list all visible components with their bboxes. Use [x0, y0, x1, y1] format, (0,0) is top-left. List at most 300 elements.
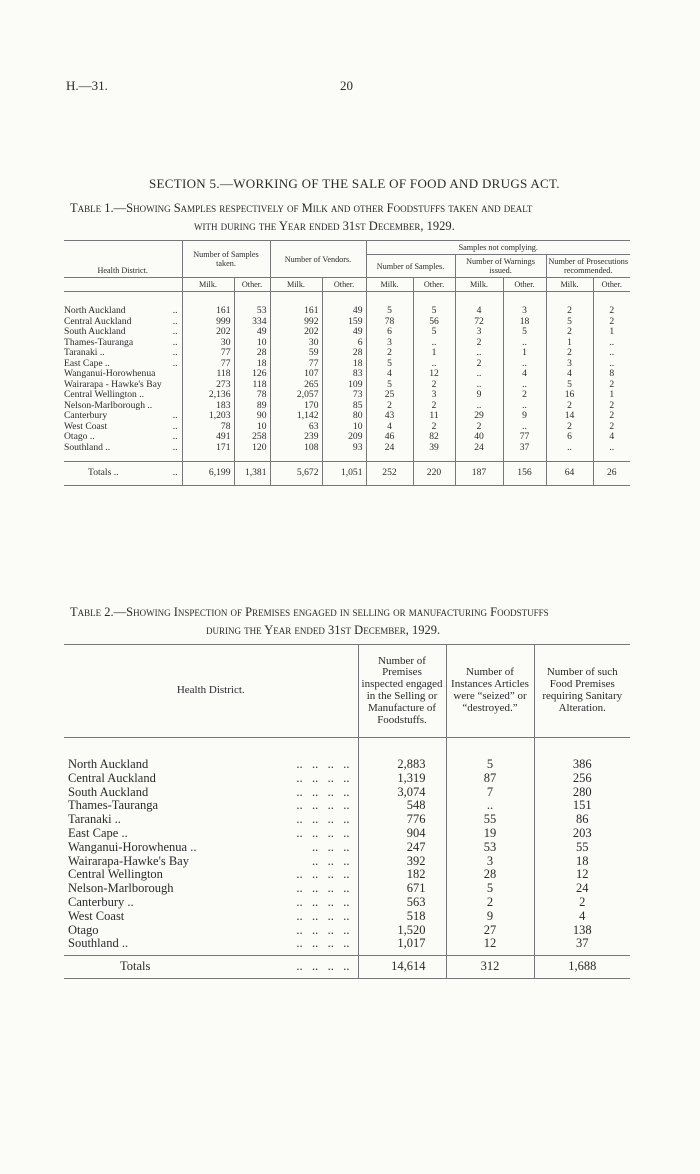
t2-value-cell: 904 — [358, 827, 446, 841]
t1-value-cell: .. — [593, 338, 630, 349]
t1-value-cell: 80 — [322, 411, 366, 422]
t1-value-cell: 159 — [322, 317, 366, 328]
t2-district-cell — [64, 868, 358, 882]
t1-header-warnings: Number of Warnings issued. — [455, 255, 546, 278]
t1-district-name: Taranaki .. — [64, 347, 105, 358]
t1-value-cell: 93 — [322, 443, 366, 454]
t1-value-cell: 28 — [322, 348, 366, 359]
t1-value-cell: 108 — [270, 443, 322, 454]
t2-district-name: Wanganui-Horowhenua .. — [68, 839, 197, 854]
t1-header-prosecutions: Number of Prosecutions recommended. — [546, 255, 630, 278]
t1-value-cell: 118 — [182, 369, 234, 380]
t1-value-cell: 8 — [593, 369, 630, 380]
table1-caption-line2: with during the Year ended 31st December, 1929. — [194, 219, 455, 233]
t2-value-cell: 2 — [446, 896, 534, 910]
t2-value-cell: .. — [446, 799, 534, 813]
t1-leader-dots: .. — [172, 336, 178, 348]
t1-value-cell: 6 — [322, 338, 366, 349]
page-number: 20 — [340, 78, 353, 93]
t2-totals-row — [64, 956, 630, 979]
t1-value-cell: 63 — [270, 422, 322, 433]
t2-value-cell: 386 — [534, 758, 630, 772]
t1-value-cell: 161 — [182, 306, 234, 317]
t2-district-wrap — [68, 882, 354, 896]
t2-value-cell: 2,883 — [358, 758, 446, 772]
t1-value-cell: 126 — [234, 369, 270, 380]
t1-leader-dots: .. — [172, 441, 178, 453]
t1-value-cell: 171 — [182, 443, 234, 454]
t2-district-name: Nelson-Marlborough — [68, 881, 174, 896]
t2-value-cell: 14,614 — [358, 956, 446, 979]
t1-value-cell: 273 — [182, 380, 234, 391]
t1-header-samples-taken: Number of Samples taken. — [182, 241, 270, 278]
t1-header-samples: Number of Samples. — [366, 255, 455, 278]
t2-district-wrap — [68, 855, 354, 869]
t1-value-cell: 4 — [455, 306, 503, 317]
t1-value-cell: 18 — [234, 359, 270, 370]
t2-value-cell: 518 — [358, 910, 446, 924]
t1-header-not-complying: Samples not complying. — [366, 241, 630, 255]
t2-value-cell: 9 — [446, 910, 534, 924]
t1-value-cell: .. — [413, 359, 455, 370]
t1-header-vendors: Number of Vendors. — [270, 241, 366, 278]
t2-leader-dots: .. .. .. .. — [296, 770, 350, 785]
t2-district-wrap — [68, 960, 354, 974]
t1-value-cell: 156 — [503, 462, 546, 486]
t2-table-row — [64, 841, 630, 855]
t1-value-cell: 107 — [270, 369, 322, 380]
t1-value-cell: 3 — [413, 390, 455, 401]
t1-value-cell: 1 — [593, 327, 630, 338]
t2-district-cell — [64, 910, 358, 924]
t1-value-cell: 161 — [270, 306, 322, 317]
t2-value-cell: 55 — [446, 813, 534, 827]
t2-value-cell: 37 — [534, 937, 630, 951]
t1-header-other: Other. — [322, 278, 366, 292]
t2-district-name: West Coast — [68, 908, 125, 923]
t1-value-cell: 2 — [593, 380, 630, 391]
t2-header-instances: Number of Instances Articles were “seized” or “destroyed.” — [446, 645, 534, 738]
t2-district-cell — [64, 841, 358, 855]
t2-district-name: East Cape .. — [68, 825, 128, 840]
t2-district-name: Otago — [68, 922, 99, 937]
t2-value-cell: 5 — [446, 882, 534, 896]
t1-spacer-cell — [270, 453, 322, 462]
t1-value-cell: 30 — [182, 338, 234, 349]
t1-district-name: Southland .. — [64, 441, 111, 453]
t2-table-row — [64, 910, 630, 924]
t2-district-wrap — [68, 758, 354, 772]
t2-value-cell: 4 — [534, 910, 630, 924]
t2-table-row — [64, 924, 630, 938]
t1-value-cell: 53 — [234, 306, 270, 317]
t2-value-cell: 18 — [534, 855, 630, 869]
t1-leader-dots: .. — [172, 410, 178, 421]
t1-header-other: Other. — [234, 278, 270, 292]
t1-header-other: Other. — [503, 278, 546, 292]
t1-value-cell: 2 — [366, 348, 413, 359]
t2-value-cell: 256 — [534, 772, 630, 786]
t2-district-name: Taranaki .. — [68, 812, 121, 827]
t1-table-row — [64, 306, 630, 317]
t2-district-name: Central Wellington — [68, 867, 163, 882]
t1-value-cell: 6 — [366, 327, 413, 338]
t1-header-milk: Milk. — [182, 278, 234, 292]
t2-district-name: Southland .. — [68, 936, 129, 951]
t1-totals-row — [64, 462, 630, 486]
t2-value-cell: 1,520 — [358, 924, 446, 938]
t1-value-cell: 5 — [366, 359, 413, 370]
t1-value-cell: 77 — [503, 432, 546, 443]
t1-value-cell: 265 — [270, 380, 322, 391]
t2-value-cell: 203 — [534, 827, 630, 841]
t2-district-wrap — [68, 841, 354, 855]
t2-value-cell: 1,319 — [358, 772, 446, 786]
t1-value-cell: 220 — [413, 462, 455, 486]
t1-value-cell: 2,057 — [270, 390, 322, 401]
t1-value-cell: 1,142 — [270, 411, 322, 422]
t1-value-cell: 2 — [413, 422, 455, 433]
t1-value-cell: 59 — [270, 348, 322, 359]
t1-value-cell: 5 — [503, 327, 546, 338]
table1-caption-line1: Table 1.—Showing Samples respectively of Milk and other Foodstuffs taken and dealt — [70, 201, 533, 215]
t2-totals-label-cell — [64, 956, 358, 979]
t1-value-cell: 49 — [322, 306, 366, 317]
t1-district-name: East Cape .. — [64, 357, 110, 369]
t2-value-cell: 28 — [446, 868, 534, 882]
t2-value-cell: 12 — [446, 937, 534, 951]
t2-value-cell: 151 — [534, 799, 630, 813]
t1-district-name: South Auckland — [64, 326, 126, 337]
t1-value-cell: 2,136 — [182, 390, 234, 401]
t1-value-cell: .. — [455, 348, 503, 359]
t1-spacer-cell — [546, 453, 593, 462]
t1-value-cell: 5,672 — [270, 462, 322, 486]
t2-table-row — [64, 758, 630, 772]
t1-value-cell: 183 — [182, 401, 234, 412]
t1-table-row — [64, 443, 630, 454]
t1-value-cell: 2 — [593, 411, 630, 422]
t2-value-cell: 86 — [534, 813, 630, 827]
t1-value-cell: 18 — [503, 317, 546, 328]
page-reference: H.—31. — [66, 78, 108, 93]
t1-value-cell: 28 — [234, 348, 270, 359]
t2-district-wrap — [68, 813, 354, 827]
t2-district-cell — [64, 786, 358, 800]
t1-value-cell: 37 — [503, 443, 546, 454]
t2-leader-dots: .. .. .. .. — [296, 812, 350, 827]
t2-district-wrap — [68, 924, 354, 938]
t1-value-cell: 258 — [234, 432, 270, 443]
t1-value-cell: .. — [503, 359, 546, 370]
t1-value-cell: 14 — [546, 411, 593, 422]
t1-header-milk: Milk. — [455, 278, 503, 292]
t2-value-cell: 53 — [446, 841, 534, 855]
t1-spacer-cell — [64, 453, 182, 462]
t2-district-name: Central Auckland — [68, 770, 156, 785]
t2-leader-dots: .. .. .. .. — [296, 922, 350, 937]
t2-value-cell: 247 — [358, 841, 446, 855]
t1-value-cell: 90 — [234, 411, 270, 422]
t2-district-cell — [64, 799, 358, 813]
t2-district-cell — [64, 924, 358, 938]
t1-value-cell: 29 — [455, 411, 503, 422]
t1-value-cell: 78 — [366, 317, 413, 328]
t1-value-cell: 6,199 — [182, 462, 234, 486]
t1-value-cell: 4 — [503, 369, 546, 380]
t1-value-cell: 24 — [366, 443, 413, 454]
t2-totals-label: Totals — [120, 959, 151, 974]
t1-district-name: Canterbury — [64, 410, 108, 421]
t1-district-name: Nelson-Marlborough .. — [64, 399, 153, 411]
t2-district-cell — [64, 813, 358, 827]
t1-value-cell: 1,051 — [322, 462, 366, 486]
t1-value-cell: 64 — [546, 462, 593, 486]
t1-value-cell: .. — [503, 422, 546, 433]
t1-leader-dots: .. — [172, 347, 178, 358]
t1-value-cell: 9 — [503, 411, 546, 422]
t2-value-cell: 312 — [446, 956, 534, 979]
t1-value-cell: 11 — [413, 411, 455, 422]
t1-value-cell: 39 — [413, 443, 455, 454]
t1-leader-dots: .. — [172, 326, 178, 337]
t1-district-name: North Auckland — [64, 305, 126, 316]
t1-table-row — [64, 432, 630, 443]
t2-district-name: Canterbury .. — [68, 894, 134, 909]
t1-value-cell: 4 — [366, 422, 413, 433]
t1-district-name: Wairarapa - Hawke's Bay — [64, 378, 162, 390]
t1-value-cell: 1 — [593, 390, 630, 401]
table2-caption-line2: during the Year ended 31st December, 1929. — [206, 623, 441, 637]
t1-value-cell: .. — [455, 380, 503, 391]
t1-value-cell: .. — [455, 401, 503, 412]
t2-leader-dots: .. .. .. .. — [296, 936, 350, 951]
t1-spacer-cell — [322, 453, 366, 462]
t1-value-cell: 1 — [413, 348, 455, 359]
t1-table-row — [64, 327, 630, 338]
t2-table-row — [64, 937, 630, 951]
t1-value-cell: 5 — [366, 306, 413, 317]
t1-table-row — [64, 338, 630, 349]
t2-header-district: Health District. — [176, 684, 245, 697]
t1-value-cell: 170 — [270, 401, 322, 412]
t2-value-cell: 548 — [358, 799, 446, 813]
t1-value-cell: 5 — [413, 327, 455, 338]
t2-value-cell: 563 — [358, 896, 446, 910]
t1-value-cell: 5 — [546, 380, 593, 391]
t1-value-cell: 992 — [270, 317, 322, 328]
t1-value-cell: 49 — [322, 327, 366, 338]
t1-value-cell: 83 — [322, 369, 366, 380]
t1-value-cell: 3 — [503, 306, 546, 317]
t1-value-cell: 73 — [322, 390, 366, 401]
t2-value-cell: 671 — [358, 882, 446, 896]
t2-leader-dots: .. .. .. — [312, 839, 350, 854]
t1-value-cell: 5 — [546, 317, 593, 328]
t1-value-cell: 12 — [413, 369, 455, 380]
t2-district-name: Wairarapa-Hawke's Bay — [68, 853, 189, 868]
t2-value-cell: 3 — [446, 855, 534, 869]
t1-leader-dots: .. — [172, 305, 178, 316]
t1-value-cell: .. — [455, 369, 503, 380]
t2-value-cell: 24 — [534, 882, 630, 896]
t1-value-cell: 252 — [366, 462, 413, 486]
t1-value-cell: 25 — [366, 390, 413, 401]
t1-value-cell: 1 — [503, 348, 546, 359]
t1-value-cell: 2 — [593, 317, 630, 328]
t1-spacer-cell — [503, 453, 546, 462]
t1-value-cell: 4 — [366, 369, 413, 380]
t2-value-cell: 392 — [358, 855, 446, 869]
t2-value-cell: 776 — [358, 813, 446, 827]
t2-table-row — [64, 799, 630, 813]
t1-header-milk: Milk. — [366, 278, 413, 292]
t1-value-cell: 77 — [182, 348, 234, 359]
t1-value-cell: 2 — [546, 422, 593, 433]
t2-leader-dots: .. .. .. .. — [296, 867, 350, 882]
t1-value-cell: 82 — [413, 432, 455, 443]
t1-value-cell: 120 — [234, 443, 270, 454]
t2-header-premises: Number of Premises inspected engaged in the Selling or Manufacture of Foodstuffs. — [358, 645, 446, 738]
t1-value-cell: 2 — [413, 380, 455, 391]
t1-spacer-cell — [593, 453, 630, 462]
t1-value-cell: 89 — [234, 401, 270, 412]
t1-leader-dots: .. — [172, 420, 178, 432]
t1-value-cell: 2 — [455, 422, 503, 433]
t2-district-cell — [64, 827, 358, 841]
t2-district-wrap — [68, 910, 354, 924]
t1-table-row — [64, 422, 630, 433]
t1-value-cell: 187 — [455, 462, 503, 486]
t2-value-cell: 5 — [446, 758, 534, 772]
t1-value-cell: 46 — [366, 432, 413, 443]
t1-spacer-cell — [455, 453, 503, 462]
t1-value-cell: 1 — [546, 338, 593, 349]
t2-leader-dots: .. .. .. .. — [296, 959, 350, 974]
table2-caption-line1: Table 2.—Showing Inspection of Premises engaged in selling or manufacturing Foodstuffs — [70, 605, 549, 619]
t2-leader-dots: .. .. .. .. — [296, 784, 350, 799]
t1-value-cell: .. — [593, 359, 630, 370]
t2-value-cell: 27 — [446, 924, 534, 938]
t1-value-cell: 78 — [182, 422, 234, 433]
t1-district-cell — [64, 443, 182, 454]
t1-table-row — [64, 348, 630, 359]
t1-value-cell: 2 — [546, 401, 593, 412]
t1-value-cell: 18 — [322, 359, 366, 370]
t1-header-blank — [64, 278, 182, 292]
t1-value-cell: 49 — [234, 327, 270, 338]
table2 — [64, 644, 630, 979]
t1-value-cell: .. — [503, 380, 546, 391]
t2-leader-dots: .. .. .. .. — [296, 757, 350, 771]
t1-value-cell: 491 — [182, 432, 234, 443]
t1-value-cell: 3 — [546, 359, 593, 370]
t1-value-cell: 109 — [322, 380, 366, 391]
t1-value-cell: 2 — [546, 306, 593, 317]
t1-value-cell: 56 — [413, 317, 455, 328]
t1-value-cell: 77 — [182, 359, 234, 370]
t1-value-cell: 2 — [593, 422, 630, 433]
t1-value-cell: 334 — [234, 317, 270, 328]
section-title: SECTION 5.—WORKING OF THE SALE OF FOOD AND DRUGS ACT. — [149, 176, 560, 191]
t2-district-cell — [64, 937, 358, 951]
t2-district-cell — [64, 882, 358, 896]
t1-value-cell: 78 — [234, 390, 270, 401]
t2-value-cell: 87 — [446, 772, 534, 786]
t2-district-wrap — [68, 772, 354, 786]
t1-district-name: West Coast — [64, 420, 108, 432]
t1-totals-label-cell — [64, 462, 182, 486]
t1-value-cell: 209 — [322, 432, 366, 443]
t1-value-cell: 4 — [546, 369, 593, 380]
t1-value-cell: 30 — [270, 338, 322, 349]
t1-header-milk: Milk. — [546, 278, 593, 292]
t2-district-wrap — [68, 896, 354, 910]
t1-leader-dots: .. — [172, 357, 178, 369]
t1-value-cell: 2 — [413, 401, 455, 412]
t1-table-row — [64, 411, 630, 422]
t1-header-district: Health District. — [97, 266, 148, 275]
t1-value-cell: 10 — [322, 422, 366, 433]
t2-district-wrap — [68, 937, 354, 951]
t1-value-cell: 9 — [455, 390, 503, 401]
t1-value-cell: .. — [413, 338, 455, 349]
t1-value-cell: 26 — [593, 462, 630, 486]
t1-district-name: Wanganui-Horowhenua — [64, 368, 156, 379]
t1-spacer-cell — [234, 453, 270, 462]
t2-table-row — [64, 772, 630, 786]
t1-value-cell: 1,203 — [182, 411, 234, 422]
t1-table-row — [64, 401, 630, 412]
t1-value-cell: 16 — [546, 390, 593, 401]
t2-table-row — [64, 868, 630, 882]
t2-district-wrap — [68, 868, 354, 882]
t1-value-cell: 3 — [455, 327, 503, 338]
t1-district-wrap — [64, 468, 182, 479]
t2-value-cell: 12 — [534, 868, 630, 882]
t1-district-name: Otago .. — [64, 431, 95, 442]
t1-value-cell: 40 — [455, 432, 503, 443]
t2-leader-dots: .. .. .. .. — [296, 798, 350, 813]
t2-district-cell — [64, 758, 358, 772]
t2-leader-dots: .. .. .. .. — [296, 894, 350, 909]
t2-value-cell: 55 — [534, 841, 630, 855]
t1-leader-dots: .. — [172, 315, 178, 327]
t2-district-wrap — [68, 827, 354, 841]
t1-value-cell: 72 — [455, 317, 503, 328]
t2-value-cell: 138 — [534, 924, 630, 938]
t2-value-cell: 280 — [534, 786, 630, 800]
t1-value-cell: 24 — [455, 443, 503, 454]
t1-value-cell: .. — [593, 443, 630, 454]
t1-value-cell: 2 — [455, 359, 503, 370]
t2-value-cell: 7 — [446, 786, 534, 800]
t2-district-cell — [64, 855, 358, 869]
t1-value-cell: 43 — [366, 411, 413, 422]
t2-value-cell: 3,074 — [358, 786, 446, 800]
t1-value-cell: .. — [503, 401, 546, 412]
t1-value-cell: 2 — [546, 348, 593, 359]
t1-leader-dots: .. — [172, 431, 178, 442]
t2-value-cell: 1,017 — [358, 937, 446, 951]
t1-value-cell: 3 — [366, 338, 413, 349]
t1-value-cell: 5 — [413, 306, 455, 317]
t1-value-cell: 4 — [593, 432, 630, 443]
t1-header-other: Other. — [593, 278, 630, 292]
t2-value-cell: 19 — [446, 827, 534, 841]
t1-value-cell: .. — [503, 338, 546, 349]
t2-value-cell: 2 — [534, 896, 630, 910]
